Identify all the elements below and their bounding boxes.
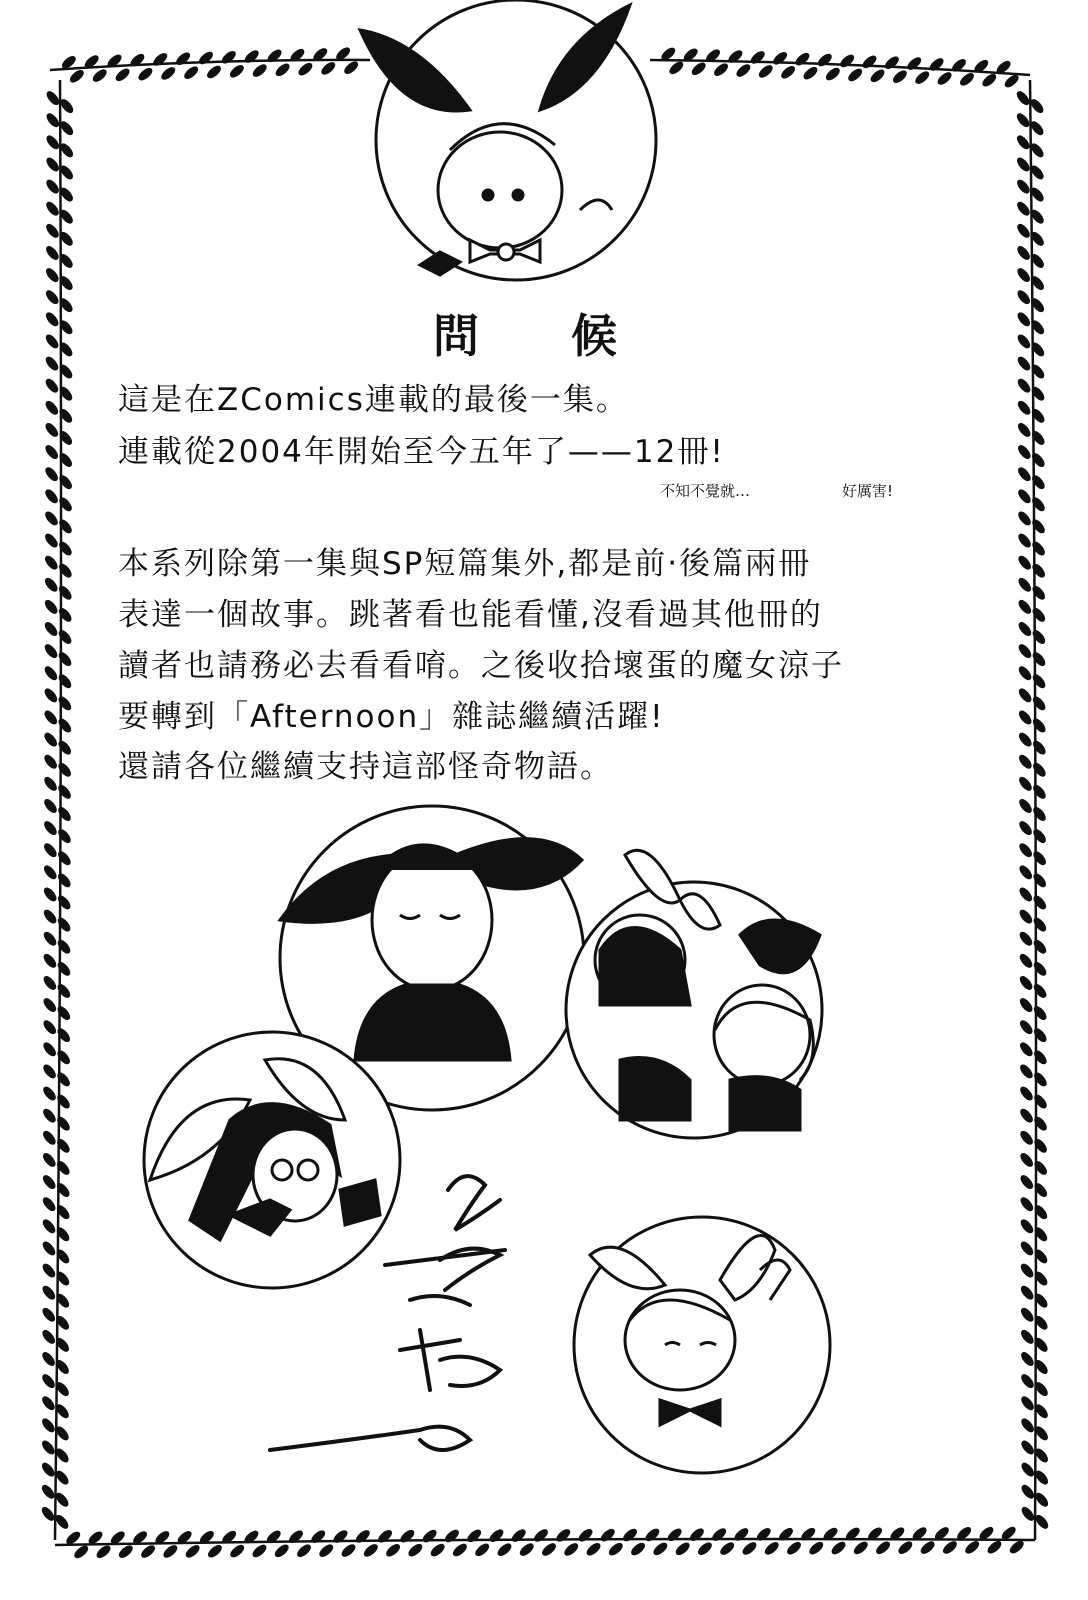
vine-leaf [45,445,59,460]
vine-leaf [1016,91,1030,106]
vine-leaf [115,68,130,82]
body-line-2: 表達一個故事。跳著看也能看懂,沒看過其他冊的 [118,597,823,633]
vine-leaf [982,73,997,87]
vine-leaf [341,1544,356,1558]
vine-leaf [698,1542,713,1556]
vine-leaf [60,121,74,136]
body-line-5: 還請各位繼續支持這部怪奇物語。 [118,749,613,785]
vine-leaf [1035,1426,1049,1441]
vine-leaf [960,73,975,87]
vine-leaf [138,67,153,81]
vine-leaf [55,1492,69,1507]
vine-leaf [1020,1153,1034,1168]
vine-leaf [1030,143,1044,158]
vine-leaf [43,887,57,902]
vine-leaf [42,1197,56,1212]
vine-leaf [74,1545,89,1559]
vine-leaf [691,62,706,76]
intro-line-2: 連載從2004年開始至今五年了——12冊! [118,434,725,470]
vine-leaf [803,66,818,80]
aside-note-left: 不知不覺就… [660,482,751,500]
vine-leaf [1018,555,1032,570]
vine-leaf [297,1544,312,1558]
vine-leaf [1001,1526,1016,1540]
aside-note-right: 好厲害! [842,482,894,500]
vine-leaf [1018,644,1032,659]
vine-leaf [321,62,336,76]
vine-leaf [957,1527,972,1541]
vine-leaf [1020,1086,1034,1101]
vine-leaf [1035,1492,1049,1507]
vine-leaf [720,1542,735,1556]
vine-leaf [1021,1352,1035,1367]
vine-leaf [1018,511,1032,526]
vine-leaf [1018,489,1032,504]
vine-leaf [62,55,77,69]
vine-leaf [1020,1219,1034,1234]
vine-leaf [55,1515,69,1530]
vine-leaf [60,99,74,114]
vine-leaf [1035,1470,1049,1485]
vine-leaf [1020,1131,1034,1146]
vine-leaf [661,47,676,61]
vine-leaf [1031,187,1045,202]
vine-leaf [88,1531,103,1545]
vine-leaf [44,754,58,769]
body-line-4: 要轉到「Afternoon」雜誌繼續活躍! [118,699,665,735]
vine-leaf [43,1108,57,1123]
vine-leaf [56,1448,70,1463]
vine-leaf [46,135,60,150]
vine-leaf [1004,74,1019,88]
vine-leaf [46,113,60,128]
vine-leaf [1021,1507,1035,1522]
vine-leaf [1020,1307,1034,1322]
vine-leaf [1017,445,1031,460]
vine-leaf [1019,865,1033,880]
vine-leaf [60,165,74,180]
vine-leaf [781,65,796,79]
vine-leaf [1017,246,1031,261]
vine-leaf [1031,165,1045,180]
vine-leaf [42,1352,56,1367]
vine-leaf [42,1241,56,1256]
vine-leaf [42,1330,56,1345]
vine-leaf [1020,1197,1034,1212]
vine-leaf [43,1064,57,1079]
vine-leaf [831,1541,846,1555]
vine-leaf [1021,1440,1035,1455]
vine-leaf [1019,998,1033,1013]
vine-leaf [1018,600,1032,615]
vine-leaf [1030,99,1044,114]
vine-leaf [1019,931,1033,946]
vine-leaf [854,1541,869,1555]
vine-leaf [161,67,176,81]
vine-leaf [631,1542,646,1556]
vine-leaf [44,777,58,792]
vine-leaf [1021,1462,1035,1477]
vine-stem [50,60,370,70]
vine-leaf [1035,1515,1049,1530]
vine-leaf [1018,533,1032,548]
vine-leaf [46,91,60,106]
vine-leaf [669,61,684,75]
vine-leaf [46,224,60,239]
vine-leaf [230,1544,245,1558]
vine-leaf [1021,1374,1035,1389]
vine-leaf [41,1484,55,1499]
vine-leaf [1017,268,1031,283]
vine-leaf [1017,179,1031,194]
vine-leaf [274,1544,289,1558]
vine-leaf [870,69,885,83]
vine-leaf [60,187,74,202]
vine-leaf [43,931,57,946]
vine-leaf [714,63,729,77]
vine-leaf [45,533,59,548]
vine-leaf [1035,1404,1049,1419]
vine-leaf [408,1543,423,1557]
vine-leaf [979,1526,994,1540]
vine-leaf [55,1470,69,1485]
vine-leaf [46,268,60,283]
vine-leaf [943,1541,958,1555]
vine-leaf [56,1404,70,1419]
vine-leaf [43,1086,57,1101]
vine-leaf [564,1543,579,1557]
vine-leaf [252,64,267,78]
vine-leaf [45,511,59,526]
vine-leaf [45,489,59,504]
vine-leaf [44,622,58,637]
vine-leaf [1021,1484,1035,1499]
page-title: 問 候 [432,309,655,363]
vine-leaf [965,1541,980,1555]
vine-leaf [653,1542,668,1556]
vine-leaf [44,600,58,615]
vine-leaf [275,63,290,77]
vine-leaf [758,65,773,79]
vine-leaf [111,1531,126,1545]
vine-leaf [42,1263,56,1278]
vine-leaf [45,401,59,416]
vine-leaf [70,69,85,83]
vine-leaf [45,423,59,438]
vine-leaf [1016,135,1030,150]
vine-leaf [1017,224,1031,239]
vine-leaf [826,67,841,81]
vine-leaf [46,157,60,172]
vine-leaf [1019,887,1033,902]
vine-leaf [1018,688,1032,703]
body-line-3: 讀者也請務必去看看唷。之後收拾壞蛋的魔女涼子 [118,648,844,684]
vine-leaf [141,1545,156,1559]
vine-leaf [42,1418,56,1433]
vine-leaf [252,1544,267,1558]
vine-leaf [44,666,58,681]
vine-leaf [675,1542,690,1556]
vine-leaf [43,1020,57,1035]
vine-leaf [542,1543,557,1557]
vine-leaf [1018,732,1032,747]
vine-leaf [41,1462,55,1477]
vine-leaf [1019,1020,1033,1035]
vine-leaf [1009,1540,1024,1554]
vine-leaf [893,70,908,84]
vine-leaf [45,555,59,570]
vine-leaf [44,843,58,858]
vine-leaf [163,1545,178,1559]
vine-leaf [1016,113,1030,128]
vine-leaf [56,1426,70,1441]
vine-leaf [1030,121,1044,136]
vine-leaf [41,1507,55,1522]
vine-leaf [937,72,952,86]
vine-leaf [43,954,57,969]
vine-leaf [1017,401,1031,416]
vine-leaf [45,378,59,393]
vine-leaf [184,66,199,80]
vine-leaf [1020,1285,1034,1300]
vine-leaf [43,976,57,991]
vine-leaf [1017,378,1031,393]
vine-leaf [920,1541,935,1555]
vine-leaf [44,732,58,747]
vine-leaf [935,1527,950,1541]
vine-leaf [45,467,59,482]
vine-leaf [119,1545,134,1559]
vine-leaf [42,1285,56,1300]
vine-leaf [44,710,58,725]
vine-leaf [92,69,107,83]
vine-leaf [44,577,58,592]
vine-leaf [1020,1064,1034,1079]
vine-leaf [46,201,60,216]
vine-leaf [96,1545,111,1559]
vine-leaf [185,1545,200,1559]
vine-leaf [1020,1042,1034,1057]
vine-leaf [319,1544,334,1558]
vine-leaf [1018,710,1032,725]
vine-leaf [1019,821,1033,836]
vine-leaf [1019,754,1033,769]
vine-leaf [1019,954,1033,969]
vine-leaf [46,179,60,194]
vine-leaf [453,1543,468,1557]
vine-leaf [42,1153,56,1168]
vine-leaf [1018,467,1032,482]
vine-leaf [1017,201,1031,216]
vine-leaf [1020,1263,1034,1278]
vine-leaf [1019,909,1033,924]
vine-leaf [42,1374,56,1389]
vine-leaf [336,47,351,61]
vine-leaf [1020,1175,1034,1190]
vine-leaf [1018,622,1032,637]
vine-leaf [876,1541,891,1555]
vine-leaf [1017,157,1031,172]
vine-leaf [764,1542,779,1556]
vine-leaf [42,1307,56,1322]
vine-leaf [44,799,58,814]
vine-leaf [787,1541,802,1555]
vine-leaf [43,998,57,1013]
vine-leaf [609,1542,624,1556]
vine-leaf [42,1175,56,1190]
vine-leaf [230,64,245,78]
vine-leaf [364,1544,379,1558]
vine-leaf [1019,843,1033,858]
vine-leaf [298,62,313,76]
vine-leaf [207,65,222,79]
vine-leaf [1018,666,1032,681]
vine-leaf [43,865,57,880]
vine-leaf [848,68,863,82]
vine-leaf [1035,1448,1049,1463]
vine-leaf [344,61,359,75]
vine-leaf [66,1531,81,1545]
vine-leaf [809,1541,824,1555]
vine-leaf [519,1543,534,1557]
vine-stem [650,60,1030,75]
body-line-1: 本系列除第一集與SP短篇集外,都是前‧後篇兩冊 [118,546,812,582]
vine-leaf [60,143,74,158]
vine-leaf [44,688,58,703]
vine-leaf [586,1542,601,1556]
vine-leaf [736,64,751,78]
vine-leaf [996,60,1011,74]
vine-leaf [1018,577,1032,592]
vine-leaf [42,1440,56,1455]
vine-leaf [44,644,58,659]
intro-line-1: 這是在ZComics連載的最後一集。 [118,382,629,418]
vine-leaf [1019,799,1033,814]
vine-leaf [1020,1241,1034,1256]
vine-leaf [208,1544,223,1558]
vine-leaf [915,71,930,85]
vine-leaf [43,1042,57,1057]
vine-leaf [1021,1330,1035,1345]
vine-leaf [44,821,58,836]
vine-leaf [742,1542,757,1556]
vine-leaf [46,246,60,261]
vine-leaf [42,1396,56,1411]
vine-leaf [1017,423,1031,438]
vine-leaf [1019,976,1033,991]
vine-leaf [1021,1418,1035,1433]
vine-leaf [987,1540,1002,1554]
vine-leaf [42,1219,56,1234]
vine-leaf [497,1543,512,1557]
vine-leaf [43,909,57,924]
vine-leaf [1020,1108,1034,1123]
vine-leaf [386,1543,401,1557]
vine-leaf [1019,777,1033,792]
vine-leaf [475,1543,490,1557]
vine-leaf [430,1543,445,1557]
vine-leaf [1021,1396,1035,1411]
vine-leaf [43,1131,57,1146]
vine-leaf [898,1541,913,1555]
